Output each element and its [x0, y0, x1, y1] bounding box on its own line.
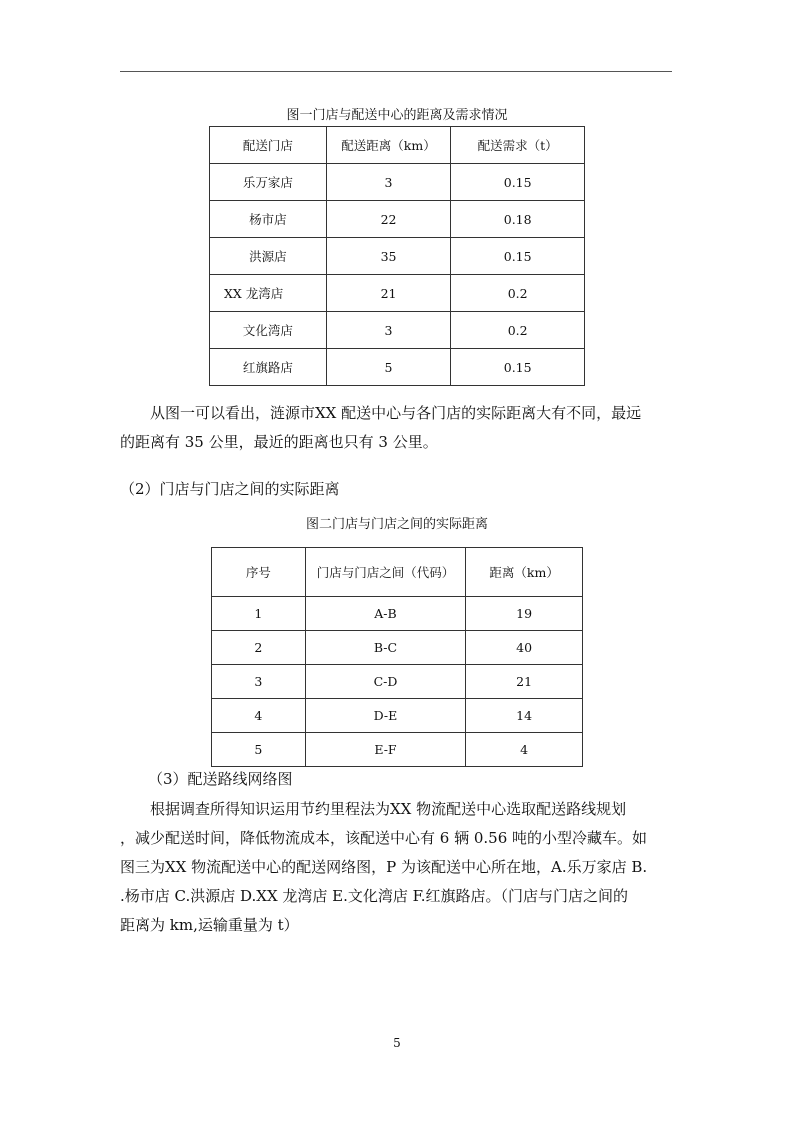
table2-caption: 图二门店与门店之间的实际距离	[305, 517, 488, 532]
demand-cell: 0.2	[451, 275, 585, 312]
store-cell: 乐万家店	[210, 164, 327, 201]
paragraph-line: ，减少配送时间，降低物流成本，该配送中心有 6 辆 0.56 吨的小型冷藏车。如	[120, 829, 648, 847]
table-header-row	[210, 127, 585, 164]
table-row	[212, 733, 583, 767]
route-cell: B-C	[305, 631, 466, 665]
header-cell: 距离（km）	[466, 548, 583, 597]
table-row	[212, 597, 583, 631]
distance-cell: 40	[466, 631, 583, 665]
route-cell: A-B	[305, 597, 466, 631]
header-cell: 配送门店	[210, 127, 327, 164]
distance-cell: 4	[466, 733, 583, 767]
distance-cell: 22	[326, 201, 451, 238]
header-cell: 配送需求（t）	[451, 127, 585, 164]
store-cell: 杨市店	[210, 201, 327, 238]
paragraph-line: 的距离有 35 公里，最近的距离也只有 3 公里。	[120, 433, 438, 451]
route-cell: C-D	[305, 665, 466, 699]
paragraph-line: 距离为 km,运输重量为 t）	[120, 916, 299, 934]
index-cell: 2	[212, 631, 306, 665]
distance-cell: 21	[466, 665, 583, 699]
demand-cell: 0.15	[451, 164, 585, 201]
demand-cell: 0.15	[451, 349, 585, 386]
table1-caption: 图一门店与配送中心的距离及需求情况	[286, 108, 508, 123]
paragraph-distance-summary	[120, 399, 680, 457]
table-row	[212, 699, 583, 733]
store-distance-demand-table	[209, 126, 585, 386]
distance-cell: 5	[326, 349, 451, 386]
table-row	[210, 312, 585, 349]
demand-cell: 0.2	[451, 312, 585, 349]
paragraph-route-network	[120, 795, 680, 940]
table-row	[210, 164, 585, 201]
table-header-row	[212, 548, 583, 597]
demand-cell: 0.18	[451, 201, 585, 238]
paragraph-line: 根据调查所得知识运用节约里程法为XX 物流配送中心选取配送路线规划	[150, 800, 627, 818]
header-rule	[120, 71, 672, 72]
distance-cell: 3	[326, 164, 451, 201]
distance-cell: 21	[326, 275, 451, 312]
paragraph-line: .杨市店 C.洪源店 D.XX 龙湾店 E.文化湾店 F.红旗路店。（门店与门店之间的	[120, 887, 628, 905]
table-row	[210, 238, 585, 275]
section-heading-2: （2）门店与门店之间的实际距离	[120, 480, 340, 498]
table-row	[212, 631, 583, 665]
header-cell: 序号	[212, 548, 306, 597]
index-cell: 3	[212, 665, 306, 699]
distance-cell: 3	[326, 312, 451, 349]
distance-cell: 19	[466, 597, 583, 631]
table-row	[212, 665, 583, 699]
table-row	[210, 349, 585, 386]
store-cell: 文化湾店	[210, 312, 327, 349]
route-cell: D-E	[305, 699, 466, 733]
table-row	[210, 201, 585, 238]
demand-cell: 0.15	[451, 238, 585, 275]
distance-cell: 14	[466, 699, 583, 733]
header-cell: 配送距离（km）	[326, 127, 451, 164]
store-cell: XX 龙湾店	[210, 275, 327, 312]
index-cell: 4	[212, 699, 306, 733]
table-row	[210, 275, 585, 312]
header-cell: 门店与门店之间（代码）	[305, 548, 466, 597]
index-cell: 5	[212, 733, 306, 767]
paragraph-line: 图三为XX 物流配送中心的配送网络图，P 为该配送中心所在地，A.乐万家店 B.	[120, 858, 648, 876]
distance-cell: 35	[326, 238, 451, 275]
index-cell: 1	[212, 597, 306, 631]
paragraph-line: 从图一可以看出，涟源市XX 配送中心与各门店的实际距离大有不同，最远	[150, 404, 642, 422]
store-cell: 红旗路店	[210, 349, 327, 386]
store-to-store-distance-table	[211, 547, 583, 767]
section-heading-3: （3）配送路线网络图	[148, 770, 293, 788]
route-cell: E-F	[305, 733, 466, 767]
page-number: 5	[393, 1036, 401, 1050]
store-cell: 洪源店	[210, 238, 327, 275]
